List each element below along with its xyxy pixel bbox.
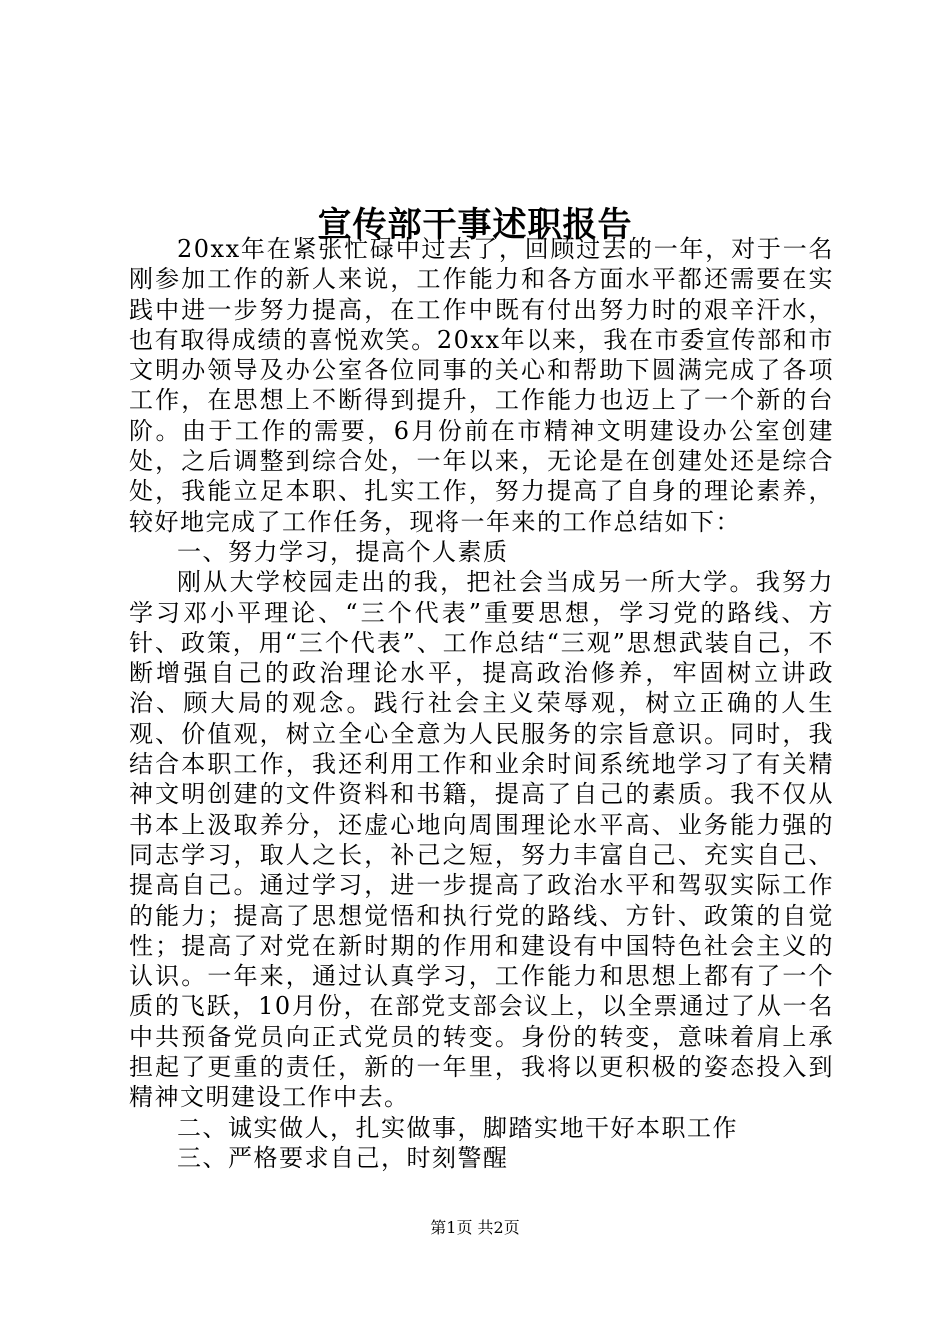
page-footer: 第1页 共2页 — [430, 1218, 520, 1237]
section-heading-3: 三、严格要求自己，时刻警醒 — [177, 1143, 509, 1172]
section-paragraph-1: 刚从大学校园走出的我，把社会当成另一所大学。我努力学习邓小平理论、“三个代表”重要思想，学习党的路线、方针、政策，用“三个代表”、工作总结“三观”思想武装自己，不断增强自己的政治理论水平，提高政治修养，牢固树立讲政治、顾大局的观念。践行社会主义荣辱观，树立正确的人生观、价值观，树立全心全意为人民服务的宗旨意识。同时，我结合本职工作，我还利用工作和业余时间系统地学习了有关精神文明创建的文件资料和书籍，提高了自己的素质。我不仅从书本上汲取养分，还虚心地向周围理论水平高、业务能力强的同志学习，取人之长，补己之短，努力丰富自己、充实自己、提高自己。通过学习，进一步提高了政治水平和驾驭实际工作的能力；提高了思想觉悟和执行党的路线、方针、政策的自觉性；提高了对党在新时期的作用和建设有中国特色社会主义的认识。一年来，通过认真学习，工作能力和思想上都有了一个质的飞跃，10月份，在部党支部会议上，以全票通过了从一名中共预备党员向正式党员的转变。身份的转变，意味着肩上承担起了更重的责任，新的一年里，我将以更积极的姿态投入到精神文明建设工作中去。 — [129, 568, 834, 1112]
intro-paragraph: 20xx年在紧张忙碌中过去了，回顾过去的一年，对于一名刚参加工作的新人来说，工作能力和各方面水平都还需要在实践中进一步努力提高，在工作中既有付出努力时的艰辛汗水，也有取得成绩的喜悦欢笑。20xx年以来，我在市委宣传部和市文明办领导及办公室各位同事的关心和帮助下圆满完成了各项工作，在思想上不断得到提升，工作能力也迈上了一个新的台阶。由于工作的需要，6月份前在市精神文明建设办公室创建处，之后调整到综合处，一年以来，无论是在创建处还是综合处，我能立足本职、扎实工作，努力提高了自身的理论素养，较好地完成了工作任务，现将一年来的工作总结如下： — [129, 235, 834, 536]
document-body — [129, 234, 834, 1173]
section-heading-2: 二、诚实做人，扎实做事，脚踏实地干好本职工作 — [177, 1113, 738, 1142]
document-title: 宣传部干事述职报告 — [317, 204, 633, 245]
section-heading-1: 一、努力学习，提高个人素质 — [177, 537, 509, 566]
